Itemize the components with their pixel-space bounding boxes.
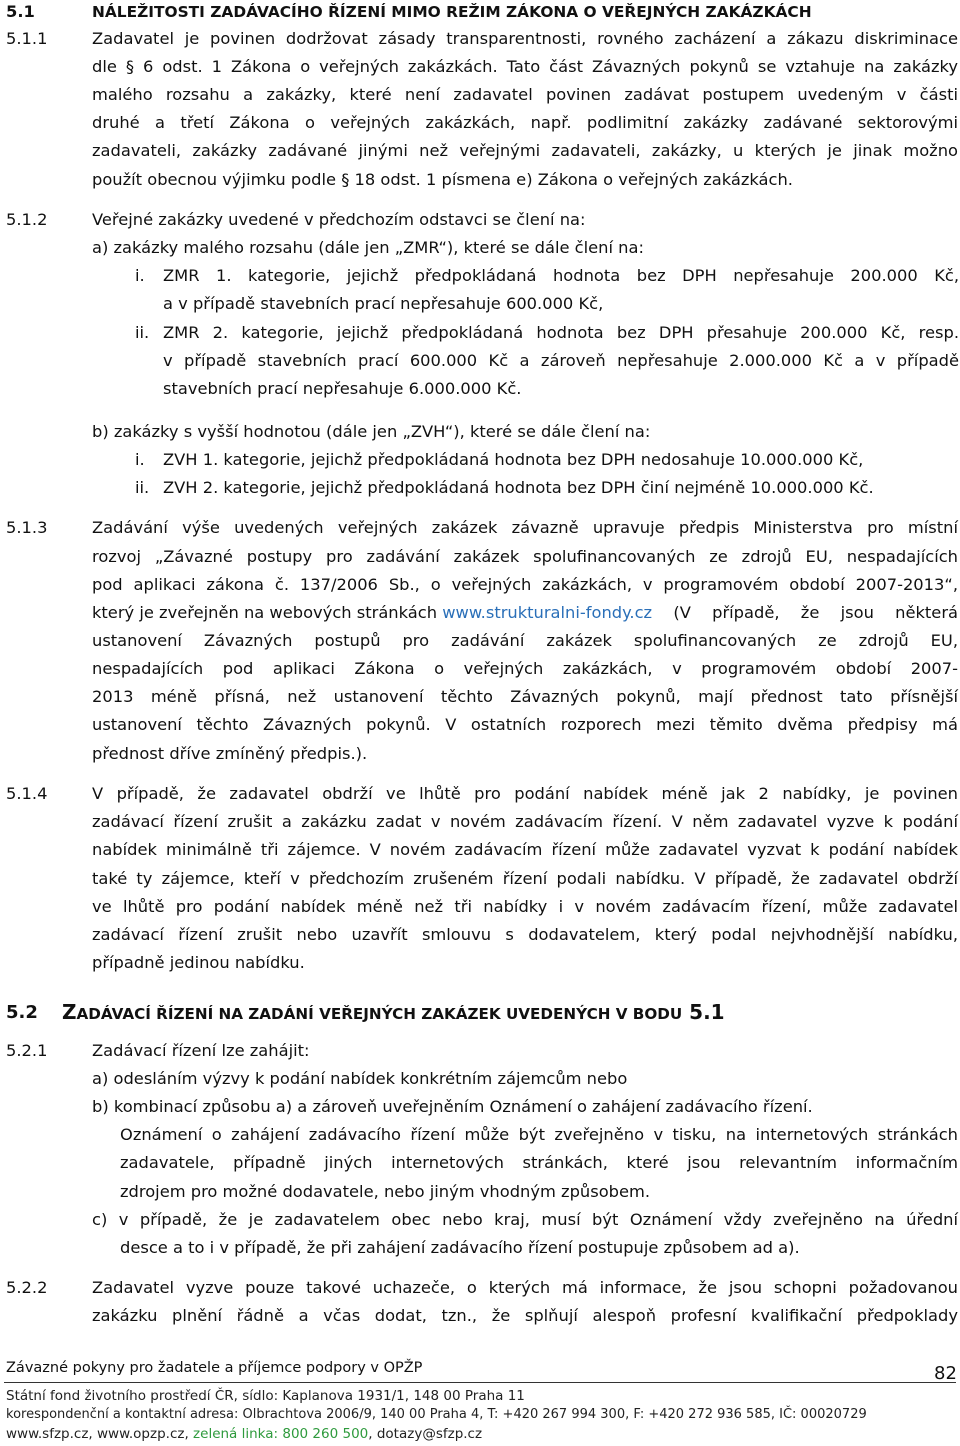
- paragraph-line: ustanovení Závazných postupů pro zadávání zakázek spolufinancovaných ze zdrojů EU,: [92, 631, 958, 650]
- footer-hotline: zelená linka: 800 260 500: [193, 1426, 369, 1442]
- list-marker: i.: [135, 450, 145, 469]
- paragraph-line: desce a to i v případě, že při zahájení zadávacího řízení postupuje způsobem ad a).: [120, 1238, 800, 1257]
- text-segment: který je zveřejněn na webových stránkách: [92, 603, 443, 622]
- footer-contact: korespondenční a kontaktní adresa: Olbrachtova 2006/9, 140 00 Praha 4, T: +420 267 994 300, F: +420 272 936 585, IČ: 00020729: [6, 1407, 867, 1422]
- list-item-i: ZVH 1. kategorie, jejichž předpokládaná hodnota bez DPH nedosahuje 10.000.000 Kč,: [163, 450, 864, 469]
- section-title: [62, 998, 725, 1028]
- paragraph-line: 2013 méně přísná, než ustanovení těchto Závazných pokynů, mají přednost tato přísnější: [92, 687, 958, 706]
- paragraph-number: 5.1.3: [6, 518, 48, 537]
- paragraph-line: Veřejné zakázky uvedené v předchozím odstavci se člení na:: [92, 210, 586, 229]
- list-item-a: a) odesláním výzvy k podání nabídek konkrétním zájemcům nebo: [92, 1069, 628, 1088]
- paragraph-line: zdrojem pro možné dodavatele, nebo jiným vhodným způsobem.: [120, 1182, 651, 1201]
- paragraph-line: dle § 6 odst. 1 Zákona o veřejných zakázkách. Tato část Závazných pokynů se vztahuje na zakázky: [92, 57, 958, 76]
- paragraph-line: případně jedinou nabídku.: [92, 953, 305, 972]
- paragraph-line: Zadávání výše uvedených veřejných zakázek závazně upravuje předpis Ministerstva pro místní: [92, 518, 958, 537]
- footer-email[interactable]: , dotazy@sfzp.cz: [368, 1426, 483, 1442]
- paragraph-line: rozvoj „Závazné postupy pro zadávání zakázek spolufinancovaných ze zdrojů EU, nespadajících: [92, 547, 958, 566]
- paragraph-line: použít obecnou výjimku podle § 18 odst. 1 písmena e) Zákona o veřejných zakázkách.: [92, 170, 793, 189]
- paragraph-number: 5.1.2: [6, 210, 48, 229]
- paragraph-number: 5.1.4: [6, 784, 48, 803]
- list-item-c: c) v případě, že je zadavatelem obec nebo kraj, musí být Oznámení vždy zveřejněno na úřední: [92, 1210, 958, 1229]
- footer-title: Závazné pokyny pro žadatele a příjemce podpory v OPŽP: [6, 1360, 423, 1376]
- list-item-a: a) zakázky malého rozsahu (dále jen „ZMR“), které se dále člení na:: [92, 238, 644, 257]
- list-item-ii: ZVH 2. kategorie, jejichž předpokládaná hodnota bez DPH činí nejméně 10.000.000 Kč.: [163, 478, 874, 497]
- footer-address: Státní fond životního prostředí ČR, sídlo: Kaplanova 1931/1, 148 00 Praha 11: [6, 1388, 525, 1404]
- list-item-b: b) zakázky s vyšší hodnotou (dále jen „ZVH“), které se dále člení na:: [92, 422, 651, 441]
- paragraph-number: 5.2.1: [6, 1041, 48, 1060]
- paragraph-line: Zadavatel vyzve pouze takové uchazeče, o kterých má informace, že jsou schopni požadovanou: [92, 1278, 958, 1297]
- list-item-i: ZMR 1. kategorie, jejichž předpokládaná hodnota bez DPH nepřesahuje 200.000 Kč,: [163, 266, 959, 285]
- paragraph-line: také ty zájemce, kteří v předchozím zrušeném řízení podali nabídku. V případě, že zadavatel obdrží: [92, 869, 958, 888]
- website-link[interactable]: www.strukturalni-fondy.cz: [442, 603, 653, 622]
- list-item-ii: v případě stavebních prací 600.000 Kč a zároveň nepřesahuje 2.000.000 Kč a v případě: [163, 351, 959, 370]
- list-item-ii: stavebních prací nepřesahuje 6.000.000 Kč.: [163, 379, 522, 398]
- paragraph-line: Zadávací řízení lze zahájit:: [92, 1041, 310, 1060]
- paragraph-number: 5.2.2: [6, 1278, 48, 1297]
- paragraph-line: Oznámení o zahájení zadávacího řízení může být zveřejněno v tisku, na internetových stránkách: [120, 1125, 958, 1144]
- paragraph-line: zadavatele, případně jiných internetových stránkách, které jsou relevantním informačním: [120, 1153, 958, 1172]
- section-number: 5.2: [6, 1002, 38, 1023]
- list-item-b: b) kombinací způsobu a) a zároveň uveřejněním Oznámení o zahájení zadávacího řízení.: [92, 1097, 813, 1116]
- list-marker: ii.: [135, 323, 150, 342]
- paragraph-line: ustanovení těchto Závazných pokynů. V ostatních rozporech mezi těmito dvěma předpisy má: [92, 715, 958, 734]
- list-marker: ii.: [135, 478, 150, 497]
- paragraph-line: druhé a třetí Zákona o veřejných zakázkách, např. podlimitní zakázky zadávané sektorovými: [92, 113, 958, 132]
- text-segment: (V případě, že jsou některá: [652, 603, 958, 622]
- title-rest: ADÁVACÍ ŘÍZENÍ NA ZADÁNÍ VEŘEJNÝCH ZAKÁZEK UVEDENÝCH V BODU: [76, 1005, 683, 1023]
- list-item-i: a v případě stavebních prací nepřesahuje 600.000 Kč,: [163, 294, 604, 313]
- paragraph-line: malého rozsahu a zakázky, které není zadavatel povinen zadávat postupem uvedeným v části: [92, 85, 958, 104]
- paragraph-line: přednost dříve zmíněný předpis.).: [92, 744, 368, 763]
- paragraph-line: V případě, že zadavatel obdrží ve lhůtě pro podání nabídek méně jak 2 nabídky, je povinen: [92, 784, 958, 803]
- paragraph-line: Zadavatel je povinen dodržovat zásady transparentnosti, rovného zacházení a zákazu diskriminace: [92, 29, 958, 48]
- title-initial: Z: [62, 1000, 77, 1024]
- footer-websites[interactable]: www.sfzp.cz, www.opzp.cz,: [6, 1426, 194, 1442]
- footer-divider: [4, 1382, 956, 1383]
- paragraph-line: ve lhůtě pro podání nabídek méně než tři nabídky i v novém zadávacím řízení, může zadavatel: [92, 897, 958, 916]
- title-number: 5.1: [682, 1000, 725, 1024]
- page-number: 82: [934, 1363, 957, 1384]
- footer-web: [6, 1425, 482, 1443]
- paragraph-line: zadávací řízení zrušit a zakázku zadat v novém zadávacím řízení. V něm zadavatel vyzve k podání: [92, 812, 958, 831]
- paragraph-number: 5.1.1: [6, 29, 48, 48]
- paragraph-line-with-link: [92, 601, 958, 625]
- paragraph-line: zakázku plnění řádně a včas dodat, tzn., že splňují alespoň profesní kvalifikační předpoklady: [92, 1306, 958, 1325]
- section-title: NÁLEŽITOSTI ZADÁVACÍHO ŘÍZENÍ MIMO REŽIM ZÁKONA O VEŘEJNÝCH ZAKÁZKÁCH: [92, 3, 812, 21]
- paragraph-line: nabídek minimálně tři zájemce. V novém zadávacím řízení může zadavatel vyzvat k podání nabídek: [92, 840, 958, 859]
- paragraph-line: pod aplikaci zákona č. 137/2006 Sb., o veřejných zakázkách, v programovém období 2007-2013“,: [92, 575, 958, 594]
- list-marker: i.: [135, 266, 145, 285]
- list-item-ii: ZMR 2. kategorie, jejichž předpokládaná hodnota bez DPH přesahuje 200.000 Kč, resp.: [163, 323, 959, 342]
- paragraph-line: zadavateli, zakázky zadávané jinými než veřejnými zadavateli, zakázky, u kterých je jinak možno: [92, 141, 958, 160]
- section-number: 5.1: [6, 2, 35, 21]
- paragraph-line: zadávací řízení zrušit nebo uzavřít smlouvu s dodavatelem, který podal nejvhodnější nabídku,: [92, 925, 958, 944]
- paragraph-line: nespadajících pod aplikaci Zákona o veřejných zakázkách, v programovém období 2007-: [92, 659, 958, 678]
